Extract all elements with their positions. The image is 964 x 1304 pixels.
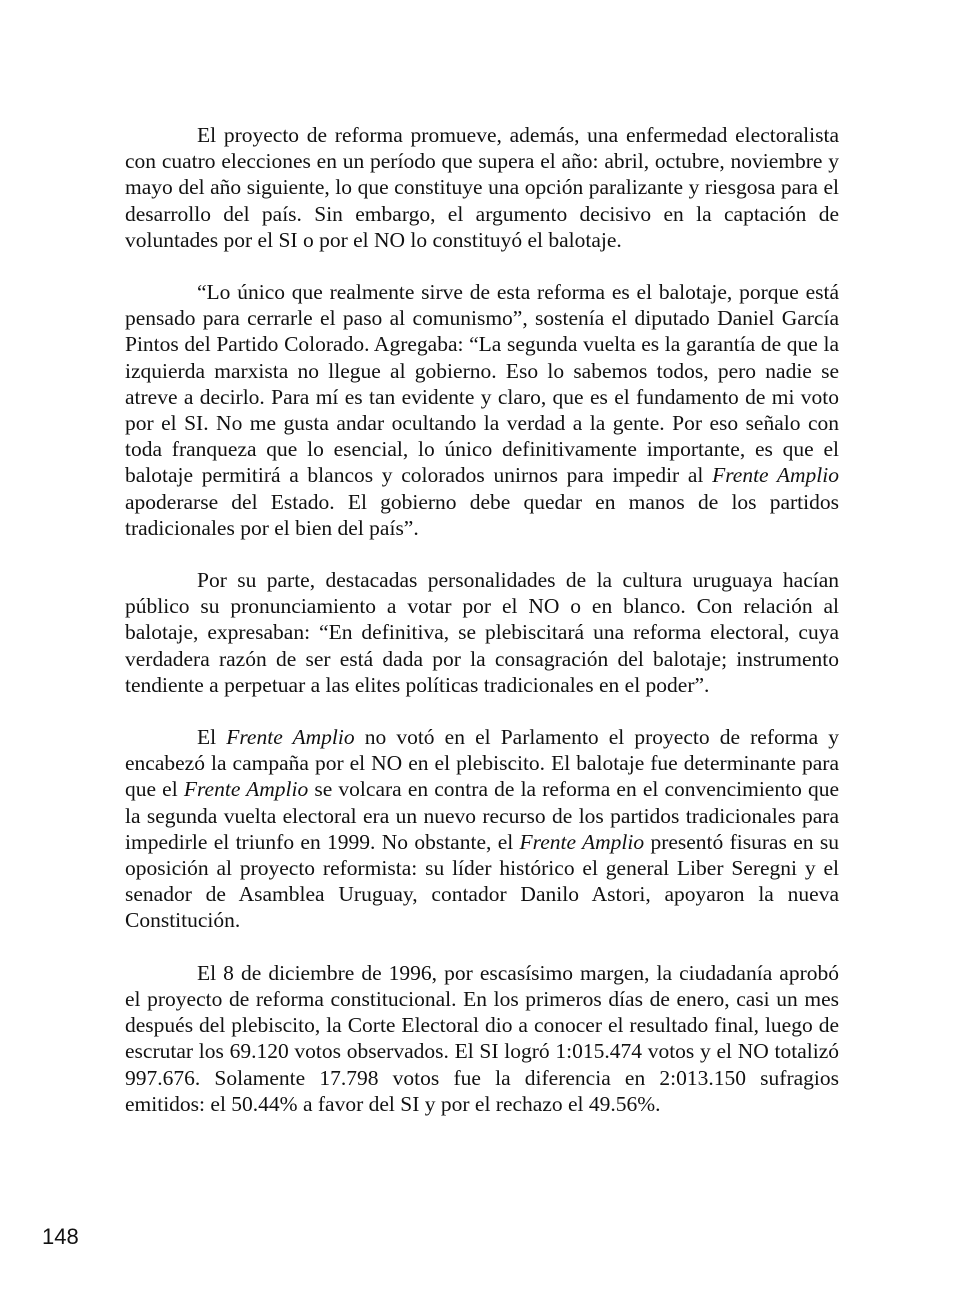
text-segment: apoderarse del Estado. El gobierno debe quedar en manos de los partidos tradicionales por el bien del país”. <box>125 489 839 540</box>
text-segment: se volcara en contra de la reforma en el convencimiento que la segunda vuelta electoral era un nuevo recurso de los partidos tradicionales para impedirle el triunfo en 1999. No obstante, el <box>125 777 840 854</box>
paragraph-electoral-calendar <box>125 122 839 253</box>
paragraph-plebiscite-result <box>125 960 839 1117</box>
body-text <box>125 122 839 1143</box>
paragraph-cultural-figures <box>125 567 839 698</box>
text-segment: El <box>197 725 227 750</box>
text-segment: no votó en el Parlamento el proyecto de reforma y encabezó la campaña por el NO en el plebiscito. El balotaje fue determinante para que el <box>125 725 840 802</box>
italic-party-name: Frente Amplio <box>226 725 355 750</box>
text-segment: Por su parte, destacadas personalidades de la cultura uruguaya hacían público su pronunciamiento a votar por el NO o en blanco. Con relación al balotaje, expresaban: “En definitiva, se plebiscitará una reforma electoral, cuya verdadera razón de ser está dada por la consagración del balotaje; instrumento tendiente a perpetuar a las elites políticas tradicionales en el poder”. <box>125 568 839 697</box>
page-number: 148 <box>42 1224 79 1249</box>
text-segment: El 8 de diciembre de 1996, por escasísimo margen, la ciudadanía aprobó el proyecto de reforma constitucional. En los primeros días de enero, casi un mes después del plebiscito, la Corte Electoral dio a conocer el resultado final, luego de escrutar los 69.120 votos observados. El SI logró 1:015.474 votos y el NO totalizó 997.676. Solamente 17.798 votos fue la diferencia en 2:013.150 sufragios emitidos: el 50.44% a favor del SI y por el rechazo el 49.56%. <box>125 960 839 1116</box>
italic-party-name: Frente Amplio <box>183 777 309 802</box>
italic-party-name: Frente Amplio <box>712 463 839 488</box>
text-segment: presentó fisuras en su oposición al proyecto reformista: su líder histórico el general Liber Seregni y el senador de Asamblea Uruguay, contador Danilo Astori, apoyaron la nueva Constitución. <box>125 829 839 933</box>
text-segment: El proyecto de reforma promueve, además, una enfermedad electoralista con cuatro elecciones en un período que supera el año: abril, octubre, noviembre y mayo del año siguiente, lo que constituye una opción paralizante y riesgosa para el desarrollo del país. Sin embargo, el argumento decisivo en la captación de voluntades por el SI o por el NO lo constituyó el balotaje. <box>125 123 839 252</box>
paragraph-frente-amplio-position <box>125 724 839 934</box>
paragraph-garcia-pintos-quote <box>125 279 839 541</box>
italic-party-name: Frente Amplio <box>519 829 645 854</box>
text-segment: “Lo único que realmente sirve de esta reforma es el balotaje, porque está pensado para cerrarle el paso al comunismo”, sostenía el diputado Daniel García Pintos del Partido Colorado. Agregaba: “La segunda vuelta es la garantía de que la izquierda marxista no llegue al gobierno. Eso lo sabemos todos, pero nadie se atreve a decirlo. Para mí es tan evidente y claro, que es el fundamento de mi voto por el SI. No me gusta andar ocultando la verdad a la gente. Por eso señalo con toda franqueza que lo esencial, lo único definitivamente importante, es que el balotaje permitirá a blancos y colorados unirnos para impedir al <box>125 280 839 488</box>
